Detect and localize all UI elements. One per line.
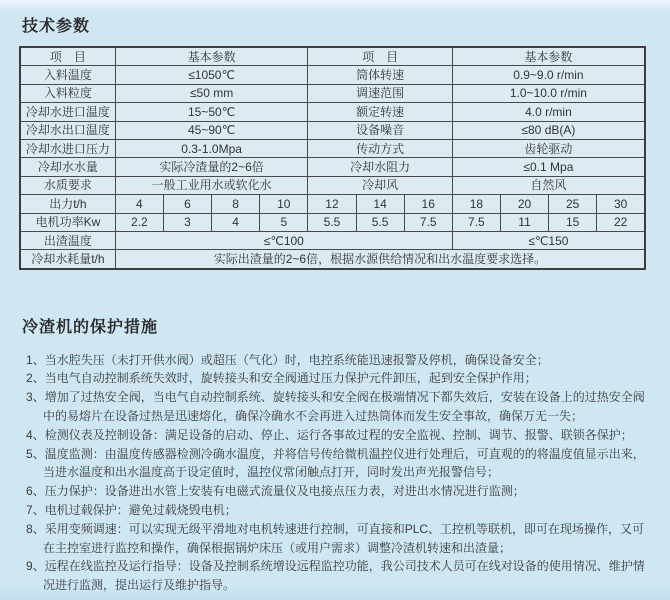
- measure-number: 6、: [26, 484, 45, 499]
- header-basic-params-left: 基本参数: [115, 47, 308, 66]
- row-label: 冷却水阻力: [308, 158, 452, 176]
- row-label: 冷却水水量: [20, 158, 115, 176]
- row-value: 15~50℃: [115, 103, 308, 121]
- table-header-row: [20, 47, 645, 66]
- tech-params-title: 技术参数: [22, 18, 91, 35]
- header-item-col: 项 目: [20, 47, 115, 66]
- measure-text: 压力保护：设备进出水管上安装有电磁式流量仪及电接点压力表，对进出水情况进行监测；: [44, 484, 525, 499]
- output-value: 30: [597, 195, 645, 213]
- table-row: [20, 139, 645, 157]
- measures-list: [13, 351, 656, 595]
- measure-number: 8、: [26, 521, 45, 536]
- row-value: 一般工业用水或软化水: [115, 176, 308, 194]
- measure-item: [13, 482, 656, 501]
- measure-text: 当水腔失压（未打开供水阀）或超压（气化）时，电控系统能迅速报警及停机，确保设备安全；: [44, 352, 549, 367]
- spec-table: [19, 46, 646, 270]
- power-value: 3: [163, 213, 211, 231]
- water-usage-value: 实际出渣量的2~6倍，根据水源供给情况和出水温度要求选择。: [115, 250, 645, 269]
- measure-number: 5、: [26, 446, 45, 461]
- row-label: 额定转速: [308, 103, 452, 121]
- power-value: 4: [212, 213, 260, 231]
- row-value: 45~90℃: [115, 121, 308, 139]
- row-value: ≤80 dB(A): [452, 121, 645, 139]
- table-row: [20, 103, 645, 121]
- row-label: 筒体转速: [308, 66, 452, 84]
- table-row: [20, 84, 645, 102]
- power-value: 7.5: [404, 213, 452, 231]
- slag-temp-left: ≤℃100: [115, 231, 452, 249]
- row-label: 设备噪音: [308, 121, 452, 139]
- measures-title: 冷渣机的保护措施: [22, 318, 159, 336]
- output-value: 12: [308, 195, 356, 213]
- row-label: 出渣温度: [20, 231, 115, 249]
- measure-item: [13, 369, 656, 388]
- row-value: 齿轮驱动: [452, 139, 645, 157]
- row-value: ≤50 mm: [115, 84, 308, 102]
- measure-item: [13, 557, 656, 595]
- table-row: [20, 66, 645, 84]
- output-row: [20, 195, 645, 213]
- row-label: 电机功率Kw: [20, 213, 115, 231]
- power-value: 15: [549, 213, 597, 231]
- power-value: 5.5: [356, 213, 404, 231]
- measure-item: [13, 388, 656, 426]
- output-value: 25: [549, 195, 597, 213]
- row-value: 1.0~10.0 r/min: [452, 84, 645, 102]
- row-label: 调速范围: [308, 84, 452, 102]
- power-value: 5.5: [308, 213, 356, 231]
- measure-text: 温度监测：由温度传感器检测冷确水温度，并将信号传给微机温控仪进行处理后，可直观的的将温度值显示出来，当进水温度和出水温度高于设定值时，温控仪常闭触点打开，同时发出声光报警信号；: [43, 446, 645, 480]
- measure-text: 电机过载保护：避免过载烧毁电机；: [44, 503, 237, 518]
- power-value: 7.5: [452, 213, 500, 231]
- water-usage-row: [20, 250, 645, 269]
- row-label: 出力t/h: [20, 195, 115, 213]
- measure-text: 检测仪表及控制设备：满足设备的启动、停止、运行各事故过程的安全监视、控制、调节、报警、联锁各保护；: [44, 427, 633, 442]
- row-label: 冷却水进口温度: [20, 103, 115, 121]
- table-row: [20, 176, 645, 194]
- row-value: ≤1050℃: [115, 66, 308, 84]
- row-value: ≤0.1 Mpa: [452, 158, 645, 176]
- power-value: 5: [260, 213, 308, 231]
- row-label: 入料温度: [20, 66, 115, 84]
- measure-number: 2、: [26, 371, 45, 386]
- measure-text: 远程在线监控及运行指导：设备及控制系统增设远程监控功能，我公司技术人员可在线对设备的使用情况、维护情况进行监测，提出运行及维护指导。: [43, 559, 645, 593]
- row-label: 传动方式: [308, 139, 452, 157]
- power-value: 2.2: [115, 213, 163, 231]
- measure-number: 9、: [26, 559, 45, 574]
- measure-item: [13, 445, 656, 483]
- header-basic-params-right: 基本参数: [452, 47, 645, 66]
- output-value: 6: [163, 195, 211, 213]
- row-label: 冷却水出口温度: [20, 121, 115, 139]
- measure-number: 7、: [26, 503, 45, 518]
- header-item-col-right: 项 目: [308, 47, 452, 66]
- measure-text: 增加了过热安全阀，当电气自动控制系统、旋转接头和安全阀在极端情况下都失效后，安装在设备上的过热安全阀中的易熔片在设备过热是迅速熔化，确保冷确水不会再进入过热筒体而发生安全事故，确保万无一失；: [43, 390, 645, 424]
- output-value: 20: [500, 195, 548, 213]
- output-value: 8: [212, 195, 260, 213]
- power-value: 22: [597, 213, 645, 231]
- row-label: 冷却水耗量t/h: [20, 250, 115, 269]
- output-value: 10: [260, 195, 308, 213]
- row-value: 自然风: [452, 176, 645, 194]
- output-value: 16: [404, 195, 452, 213]
- measure-item: [13, 351, 656, 370]
- table-row: [20, 121, 645, 139]
- row-value: 实际冷渣量的2~6倍: [115, 158, 308, 176]
- measure-text: 采用变频调速：可以实现无级平滑地对电机转速进行控制，可直接和PLC、工控机等联机，即可在现场操作，又可在主控室进行监控和操作，确保根据锅炉床压（或用户需求）调整冷渣机转速和出渣量；: [43, 521, 645, 555]
- row-value: 0.3-1.0Mpa: [115, 139, 308, 157]
- row-value: 4.0 r/min: [452, 103, 645, 121]
- row-label: 水质要求: [20, 176, 115, 194]
- row-value: 0.9~9.0 r/min: [452, 66, 645, 84]
- power-value: 11: [500, 213, 548, 231]
- measure-text: 当电气自动控制系统失效时，旋转接头和安全阀通过压力保护元件卸压，起到安全保护作用；: [44, 371, 537, 386]
- measure-item: [13, 426, 656, 445]
- slag-temp-right: ≤℃150: [452, 231, 645, 249]
- output-value: 18: [452, 195, 500, 213]
- measure-number: 3、: [26, 390, 45, 405]
- measure-number: 4、: [26, 427, 45, 442]
- row-label: 入料粒度: [20, 84, 115, 102]
- motor-power-row: [20, 213, 645, 231]
- measure-item: [13, 501, 656, 520]
- output-value: 4: [115, 195, 163, 213]
- measure-number: 1、: [26, 352, 45, 367]
- row-label: 冷却水进口压力: [20, 139, 115, 157]
- output-value: 14: [356, 195, 404, 213]
- slag-temp-row: [20, 231, 645, 249]
- row-label: 冷却风: [308, 176, 452, 194]
- table-row: [20, 158, 645, 176]
- measure-item: [13, 520, 656, 558]
